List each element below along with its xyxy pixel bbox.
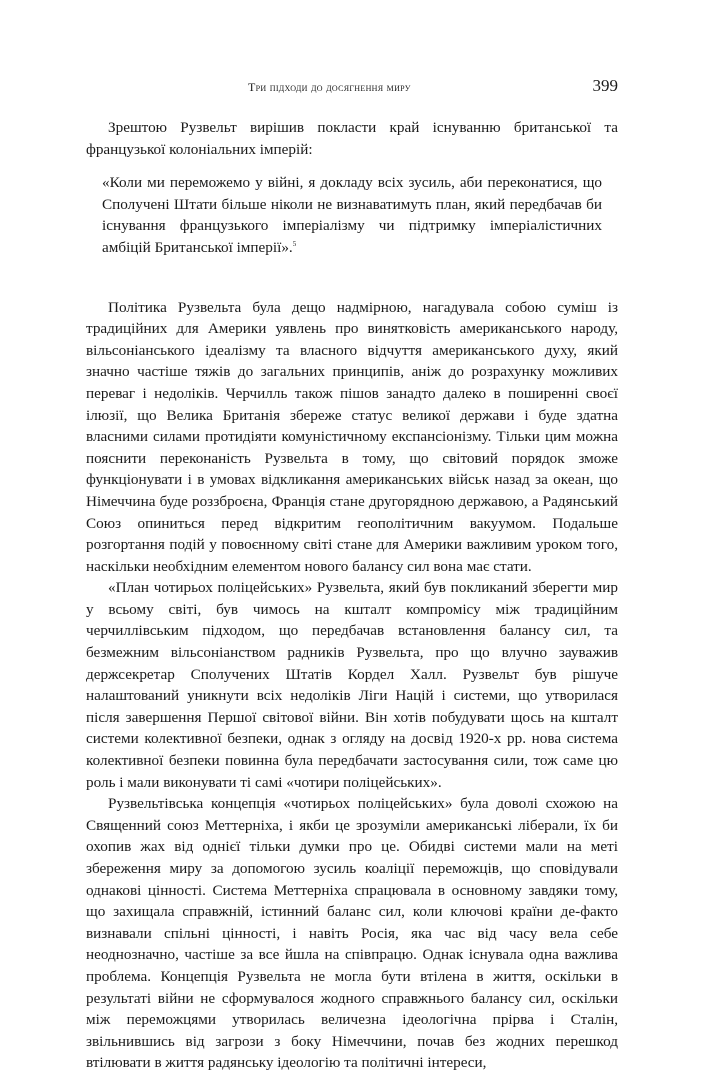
block-quote bbox=[102, 172, 602, 258]
body-text bbox=[86, 117, 618, 1074]
footnote-mark: 5 bbox=[292, 239, 297, 248]
paragraph-roosevelt-policy: Політика Рузвельта була дещо надмірною, нагадувала собою суміш із традиційних для Америки уявлень про винятковість американського народу, вільсоніанського ідеалізму та власного відчуття американського духу, який значно частіше тяжів до загальних принципів, аніж до розрахунку можливих переваг і недоліків. Черчилль також пішов занадто далеко в поширенні своєї ілюзії, що Велика Британія збереже статус великої держави і буде здатна власними силами протидіяти комуністичному експансіонізму. Тільки цим можна пояснити переконаність Рузвельта в тому, що світовий порядок зможе функціонувати і в умовах відкликання американських військ назад за океан, що Німеччина буде роззброєна, Франція стане другорядною державою, а Радянський Союз опиниться перед відкритим геополітичним вакуумом. Подальше розгортання подій у повоєнному світі стане для Америки важливим уроком того, наскільки необхідним елементом нового балансу сил вона має стати. bbox=[86, 298, 618, 575]
quote-text: «Коли ми переможемо у війні, я докладу всіх зусиль, аби переконатися, що Сполучені Штати більше ніколи не визнаватимуть план, який передбачав би існування французького імперіалізму чи підтримку імперіалістичних амбіцій Британської імперії». bbox=[102, 174, 602, 256]
paragraph-four-policemen: «План чотирьох поліцейських» Рузвельта, який був покликаний зберегти мир у всьому світі, був чимось на кшталт компромісу між традиційним черчиллівським підходом, що передбачав встановлення балансу сил, та безмежним вільсоніанством радників Рузвельта, про що влучно зауважив держсекретар Сполучених Штатів Кордел Халл. Рузвельт був рішуче налаштований уникнути всіх недоліків Ліги Націй і системи, що утворилася після завершення Першої світової війни. Він хотів побудувати щось на кшталт системи колективної безпеки, однак з огляду на досвід 1920-х рр. нова система колективної безпеки повинна була передбачати застосування сили, тож саме цю роль і мали виконувати ті самі «чотири поліцейських». bbox=[86, 579, 618, 791]
paragraph-intro: Зрештою Рузвельт вирішив покласти край існуванню британської та французької колоніальних імперій: bbox=[86, 119, 618, 158]
running-title: Три підходи до досягнення миру bbox=[248, 80, 411, 94]
page-header bbox=[86, 76, 618, 96]
paragraph-metternich: Рузвельтівська концепція «чотирьох поліцейських» була доволі схожою на Священний союз Меттерніха, і якби це зрозуміли американські ліберали, їх би охопив жах від однієї тільки думки про це. Обидві системи мали на меті збереження миру за допомогою зусиль коаліції переможців, що сповідували однакові цінності. Система Меттерніха спрацювала в основному завдяки тому, що захищала справжній, істинний баланс сил, коли ключові країни де-факто визнавали спільні цінності, і навіть Росія, яка час від часу вела себе неоднозначно, частіше за все йшла на співпрацю. Однак існувала одна важлива проблема. Концепція Рузвельта не могла бути втілена в життя, оскільки в результаті війни не сформувалося жодного справжнього балансу сил, оскільки між переможцями утворилась величезна ідеологічна прірва і Сталін, звільнившись від загрози з боку Німеччини, почав без жодних перешкод втілювати в життя радянську ідеологію та політичні інтереси, bbox=[86, 795, 618, 1072]
page-number: 399 bbox=[592, 76, 618, 95]
